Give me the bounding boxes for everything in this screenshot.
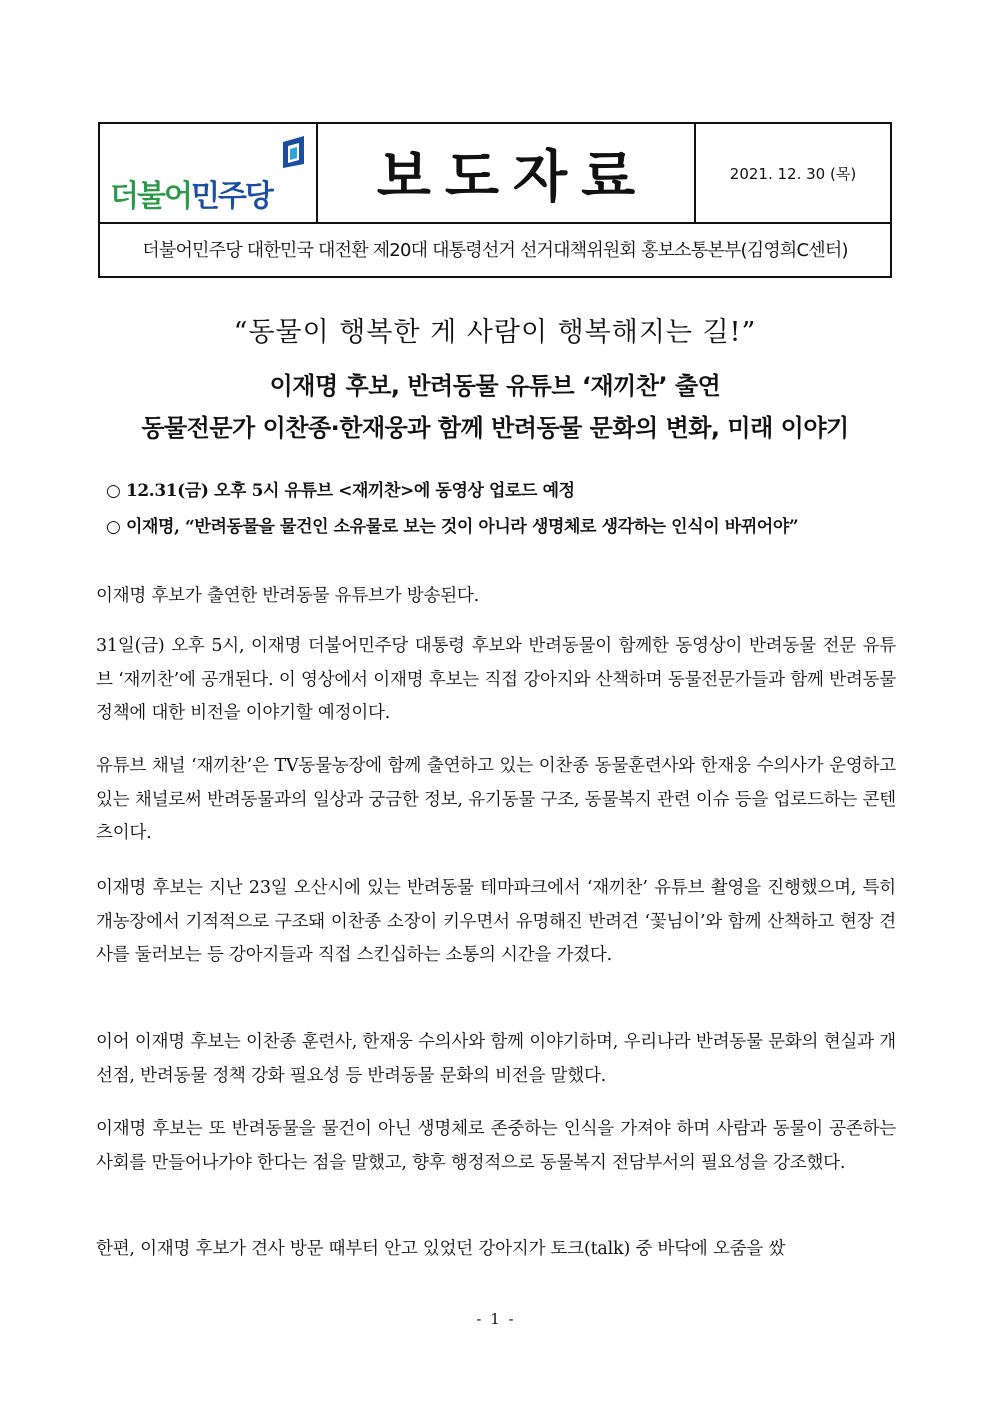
party-logo-icon [280,136,310,168]
page-number: - 1 - [476,1310,516,1328]
headline-subtitle-2: 동물전문가 이찬종·한재웅과 함께 반려동물 문화의 변화, 미래 이야기 [141,414,849,442]
party-logo-text [110,171,272,215]
headline-subtitle-1: 이재명 후보, 반려동물 유튜브 ‘재끼찬’ 출연 [269,372,721,400]
release-date: 2021. 12. 30 (목) [729,164,857,183]
press-release-header [98,122,892,278]
logo-cell [100,124,318,222]
logo-text-part1: 더불어 [110,179,191,214]
body-paragraph-2: 31일(금) 오후 5시, 이재명 더불어민주당 대통령 후보와 반려동물이 함께한 동영상이 반려동물 전문 유튜브 ‘재끼찬’에 공개된다. 이 영상에서 이재명 후보는 직접 강아지와 산책하며 동물전문가들과 함께 반려동물 정책에 대한 비전을 이야기할 예정이다. [96,636,896,723]
body-paragraph-1: 이재명 후보가 출연한 반려동물 유튜브가 방송된다. [96,586,479,606]
summary-bullet-1: ○ 12.31(금) 오후 5시 유튜브 <재끼찬>에 동영상 업로드 예정 [106,481,575,501]
body-paragraph-5: 이어 이재명 후보는 이찬종 훈련사, 한재웅 수의사와 함께 이야기하며, 우리나라 반려동물 문화의 현실과 개선점, 반려동물 정책 강화 필요성 등 반려동물 문화의 비전을 말했다. [96,1032,896,1086]
header-top-row [100,124,890,224]
date-cell [696,124,890,222]
body-paragraph-7: 한편, 이재명 후보가 견사 방문 때부터 안고 있었던 강아지가 토크(talk) 중 바닥에 오줌을 쌌 [96,1239,786,1259]
body-paragraph-4: 이재명 후보는 지난 23일 오산시에 있는 반려동물 테마파크에서 ‘재끼찬’ 유튜브 촬영을 진행했으며, 특히 개농장에서 기적적으로 구조돼 이찬종 소장이 키우면서 유명해진 반려견 ‘꽃님이’와 함께 산책하고 현장 견사를 둘러보는 등 강아지들과 직접 스킨십하는 소통의 시간을 가졌다. [96,878,896,965]
headline-quote: “동물이 행복한 게 사람이 행복해지는 길!” [233,317,757,348]
body-paragraph-6: 이재명 후보는 또 반려동물을 물건이 아닌 생명체로 존중하는 인식을 가져야 하며 사람과 동물이 공존하는 사회를 만들어나가야 한다는 점을 말했고, 향후 행정적으로 동물복지 전담부서의 필요성을 강조했다. [96,1119,896,1173]
title-cell [318,124,696,222]
body-paragraph-3: 유튜브 채널 ‘재끼찬’은 TV동물농장에 함께 출연하고 있는 이찬종 동물훈련사와 한재웅 수의사가 운영하고 있는 채널로써 반려동물과의 일상과 궁금한 정보, 유기동물 구조, 동물복지 관련 이슈 등을 업로드하는 콘텐츠이다. [96,756,896,843]
header-org-row [100,222,890,276]
summary-bullet-2: ○ 이재명, “반려동물을 물건인 소유물로 보는 것이 아니라 생명체로 생각하는 인식이 바뀌어야” [106,517,799,537]
organization-name: 더불어민주당 대한민국 대전환 제20대 대통령선거 선거대책위원회 홍보소통본부(김영희C센터) [142,240,848,261]
page-title: 보도자료 [376,145,650,210]
logo-text-part2: 민주당 [190,179,272,214]
